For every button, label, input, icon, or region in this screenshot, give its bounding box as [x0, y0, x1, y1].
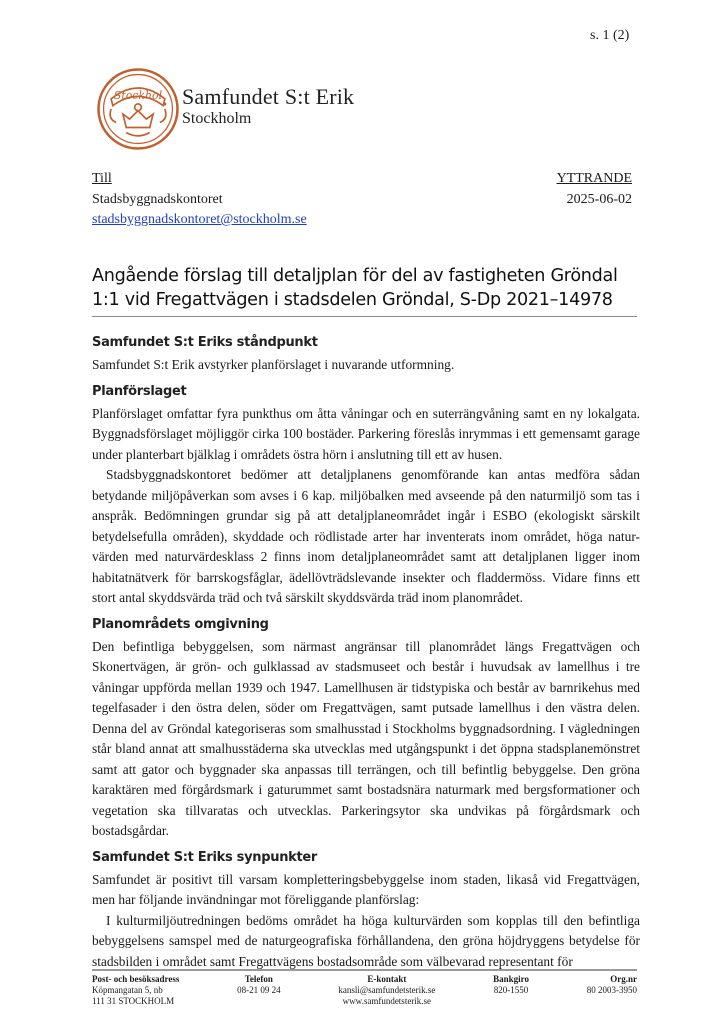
recipient-email-link[interactable]: stadsbyggnadskontoret@stockholm.se: [92, 212, 307, 227]
page-footer: [92, 969, 637, 1007]
section-standpoint: [92, 334, 640, 376]
paragraph: I kulturmiljöutredningen bedöms området ha höga kulturvärden som kopplas till den befintliga bebyggelsens samspel med de naturgeografiska förhållandena, den gröna höjdryggens betydelse för stadsbilden i området samt Fregattvägens bostadsområde som välbevarad representant för: [92, 912, 640, 969]
section-plan-proposal: [92, 383, 640, 609]
svg-text:Stockhol: Stockhol: [113, 88, 163, 102]
footer-line: Köpmangatan 5, nb: [92, 985, 163, 995]
footer-website[interactable]: www.samfundetsterik.se: [342, 996, 432, 1006]
footer-line: 111 31 STOCKHOLM: [92, 996, 175, 1006]
page-number: s. 1 (2): [590, 28, 630, 43]
footer-line: 820-1550: [493, 985, 529, 995]
document-type: YTTRANDE: [556, 171, 632, 186]
recipient-label: Till: [92, 171, 112, 186]
footer-phone: [237, 974, 281, 1007]
footer-bankgiro: [493, 974, 529, 1007]
footer-heading: Post- och besöksadress: [92, 974, 180, 984]
footer-email[interactable]: kansli@samfundetsterik.se: [338, 985, 436, 995]
document-date: 2025-06-02: [566, 192, 632, 207]
paragraph: Planförslaget omfattar fyra punkthus om åtta våningar och en suterrängvåning samt en ny lokalgata. Byggnadsförslaget möjliggör cirka 100 bostäder. Parkering föreslås inrymmas i ett gemensamt garage under planterbart bjälklag i områdets östra hörn i anslutning till ett av husen.: [92, 405, 640, 462]
footer-heading: Telefon: [244, 974, 273, 984]
organization-name: Samfundet S:t Erik: [182, 84, 355, 109]
document-title: Angående förslag till detaljplan för del av fastigheten Gröndal 1:1 vid Fregattvägen i stadsdelen Gröndal, S-Dp 2021–14978: [92, 264, 637, 317]
paragraph: Den befintliga bebyggelsen, som närmast angränsar till planområdet längs Fregattvägen och Skonertvägen, är grön- och gulklassad av stadsmuseet och består i huvudsak av lamellhus i tre våningar uppförda mellan 1939 och 1947. Lamellhusen är tidstypiska och består av barnrikehus med tegelfasader i den östra delen, söder om Fregattvägen, samt putsade lamellhus i den västra delen. Denna del av Gröndal kategoriseras som smalhusstad i Stockholms byggnadsordning. I vägledningen står bland annat att smalhusstäderna ska utvecklas med utgångspunkt i det öppna stadsplanemönstret samt att gator och byggnader ska anpassas till terrängen, och till befintlig bebyggelse. Den gröna karaktären med förgårdsmark i gaturummet samt bostadsnära naturmark med bergsformationer och vegetation ska tillvaratas och utvecklas. Parkeringsytor ska undvikas på förgårdsmark och bostadsgårdar.: [92, 638, 640, 838]
paragraph: Samfundet är positivt till varsam kompletteringsbebyggelse inom staden, likaså vid Fregattvägen, men har följande invändningar mot föreliggande planförslag:: [92, 871, 640, 907]
section-heading: Samfundet S:t Eriks synpunkter: [92, 849, 318, 865]
section-heading: Samfundet S:t Eriks ståndpunkt: [92, 335, 318, 350]
paragraph: Samfundet S:t Erik avstyrker planförslaget i nuvarande utformning.: [92, 357, 455, 372]
section-viewpoints: [92, 849, 640, 973]
footer-address: [92, 974, 179, 1007]
footer-line: 80 2003-3950: [586, 985, 637, 995]
section-heading: Planförslaget: [92, 383, 187, 399]
city-seal-logo-icon: [96, 67, 180, 151]
footer-heading: E-kontakt: [367, 974, 407, 984]
section-plan-surroundings: [92, 616, 640, 842]
footer-heading: Bankgiro: [493, 974, 529, 984]
paragraph: Stadsbyggnadskontoret bedömer att detaljplanens genomförande kan antas medföra sådan betydande miljöpåverkan som avses i 6 kap. miljöbalken med avseende på den naturmiljö som tas i anspråk. Bedömningen grundar sig på att detaljplaneområdet ingår i ESBO (ekologiskt särskilt betydelsefulla områden), skyddade och rödlistade arter har inventerats inom området, höga natur-värden med naturvärdesklass 2 finns inom detaljplaneområdet samt att detaljplanen ligger inom habitatnätverk för barrskogsfåglar, ädellövträdslevande insekter och fladdermöss. Vidare finns ett stort antal skyddsvärda träd och två särskilt skyddsvärda träd inom planområdet.: [92, 467, 640, 605]
document-body: [92, 334, 640, 972]
section-heading: Planområdets omgivning: [92, 616, 269, 632]
footer-orgnr: [587, 974, 637, 1007]
footer-heading: Org.nr: [610, 974, 637, 984]
footer-line: 08-21 09 24: [237, 985, 281, 995]
recipient-name: Stadsbyggnadskontoret: [92, 192, 223, 207]
organization-city: Stockholm: [182, 110, 252, 127]
footer-contact: [338, 974, 435, 1007]
